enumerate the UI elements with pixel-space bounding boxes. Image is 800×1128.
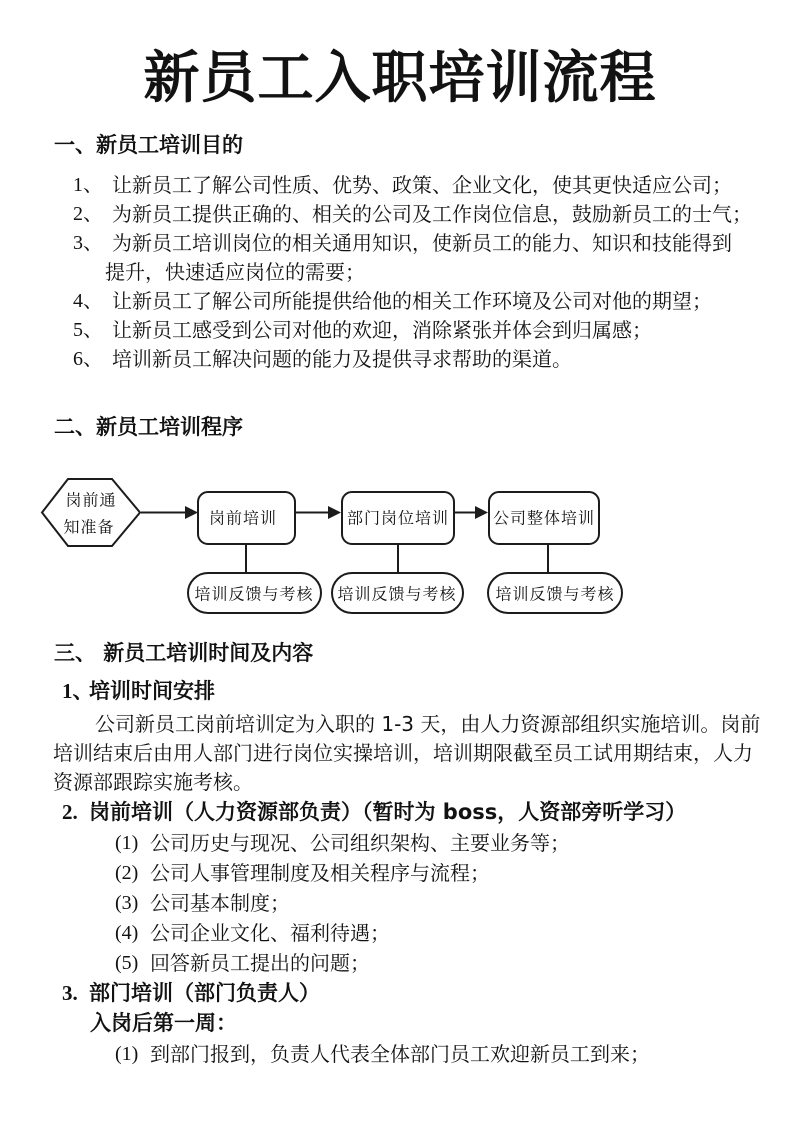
list-item (0, 1039, 800, 1069)
item-number: 4、 (73, 290, 103, 312)
item-number: (4) (115, 922, 139, 944)
first-week-heading: 入岗后第一周： (90, 1011, 237, 1035)
item-number: (5) (115, 952, 139, 974)
item-text: 到部门报到，负责人代表全体部门员工欢迎新员工到来； (150, 1042, 650, 1066)
start-hexagon-label-line2: 知准备 (63, 517, 115, 537)
paragraph-line: 资源部跟踪实施考核。 (53, 770, 253, 794)
sub-heading-text: 部门培训（部门负责人） (89, 981, 320, 1005)
arrow-head (475, 506, 488, 519)
section-2-heading: 二、新员工培训程序 (54, 415, 243, 439)
item-number: 2、 (73, 203, 103, 225)
arrow-head (328, 506, 341, 519)
sub-heading-department-training (0, 978, 800, 1008)
step-box-label: 岗前培训 (208, 508, 278, 528)
feedback-pill-label: 培训反馈与考核 (495, 584, 615, 604)
item-number: (3) (115, 892, 139, 914)
item-number: 1、 (73, 174, 103, 196)
section-1-heading: 一、新员工培训目的 (54, 133, 243, 157)
sub-heading-training-schedule (0, 676, 800, 706)
paragraph-line: 公司新员工岗前培训定为入职的 1-3 天，由人力资源部组织实施培训。岗前 (95, 712, 761, 736)
item-number: 5、 (73, 319, 103, 341)
list-item (0, 287, 800, 316)
sub-heading-number: 2. (62, 800, 78, 824)
training-flowchart (0, 460, 800, 630)
document-title: 新员工入职培训流程 (143, 46, 657, 111)
item-text: 公司基本制度； (150, 891, 290, 915)
list-item (0, 918, 800, 948)
feedback-pill-label: 培训反馈与考核 (194, 584, 314, 604)
list-item (0, 316, 800, 345)
list-item (0, 229, 800, 287)
list-item (0, 345, 800, 374)
item-text-line: 为新员工培训岗位的相关通用知识，使新员工的能力、知识和技能得到 (112, 231, 732, 255)
item-text: 公司企业文化、福利待遇； (150, 921, 390, 945)
list-item (0, 858, 800, 888)
paragraph-line: 培训结束后由用人部门进行岗位实操培训，培训期限截至员工试用期结束，人力 (53, 741, 753, 765)
item-text (105, 229, 732, 287)
item-text: 回答新员工提出的问题； (150, 951, 370, 975)
schedule-paragraph (53, 710, 800, 797)
item-text: 培训新员工解决问题的能力及提供寻求帮助的渠道。 (112, 347, 572, 371)
pre-job-training-list (0, 828, 800, 978)
list-item (0, 828, 800, 858)
sub-heading-pre-job-training (0, 797, 800, 827)
item-text: 让新员工感受到公司对他的欢迎，消除紧张并体会到归属感； (112, 318, 652, 342)
department-training-list (0, 1039, 800, 1069)
flowchart-canvas (0, 460, 800, 630)
item-text: 公司历史与现况、公司组织架构、主要业务等； (150, 831, 570, 855)
sub-heading-text: 岗前培训（人力资源部负责）（暂时为 boss，人资部旁听学习） (89, 800, 687, 824)
feedback-pill-label: 培训反馈与考核 (337, 584, 457, 604)
list-item (0, 888, 800, 918)
item-text: 公司人事管理制度及相关程序与流程； (150, 861, 490, 885)
section-1-list (0, 171, 800, 374)
item-number: (2) (115, 862, 139, 884)
item-text: 让新员工了解公司所能提供给他的相关工作环境及公司对他的期望； (112, 289, 712, 313)
sub-heading-number: 1、 (62, 679, 94, 703)
list-item (0, 200, 800, 229)
step-box-label: 部门岗位培训 (346, 508, 450, 528)
item-text: 让新员工了解公司性质、优势、政策、企业文化，使其更快适应公司； (112, 173, 732, 197)
item-text-line: 提升，快速适应岗位的需要； (105, 260, 365, 284)
list-item (0, 948, 800, 978)
list-item (0, 171, 800, 200)
arrow-head (185, 506, 198, 519)
sub-heading-number: 3. (62, 981, 78, 1005)
sub-heading-text: 培训时间安排 (89, 679, 215, 703)
item-number: 6、 (73, 348, 103, 370)
item-text: 为新员工提供正确的、相关的公司及工作岗位信息，鼓励新员工的士气； (112, 202, 752, 226)
start-hexagon-label-line1: 岗前通 (65, 490, 117, 510)
item-number: 3、 (73, 232, 103, 254)
item-number: (1) (115, 832, 139, 854)
item-number: (1) (115, 1043, 139, 1065)
step-box-label: 公司整体培训 (492, 508, 596, 528)
section-3-heading: 三、 新员工培训时间及内容 (54, 641, 314, 665)
